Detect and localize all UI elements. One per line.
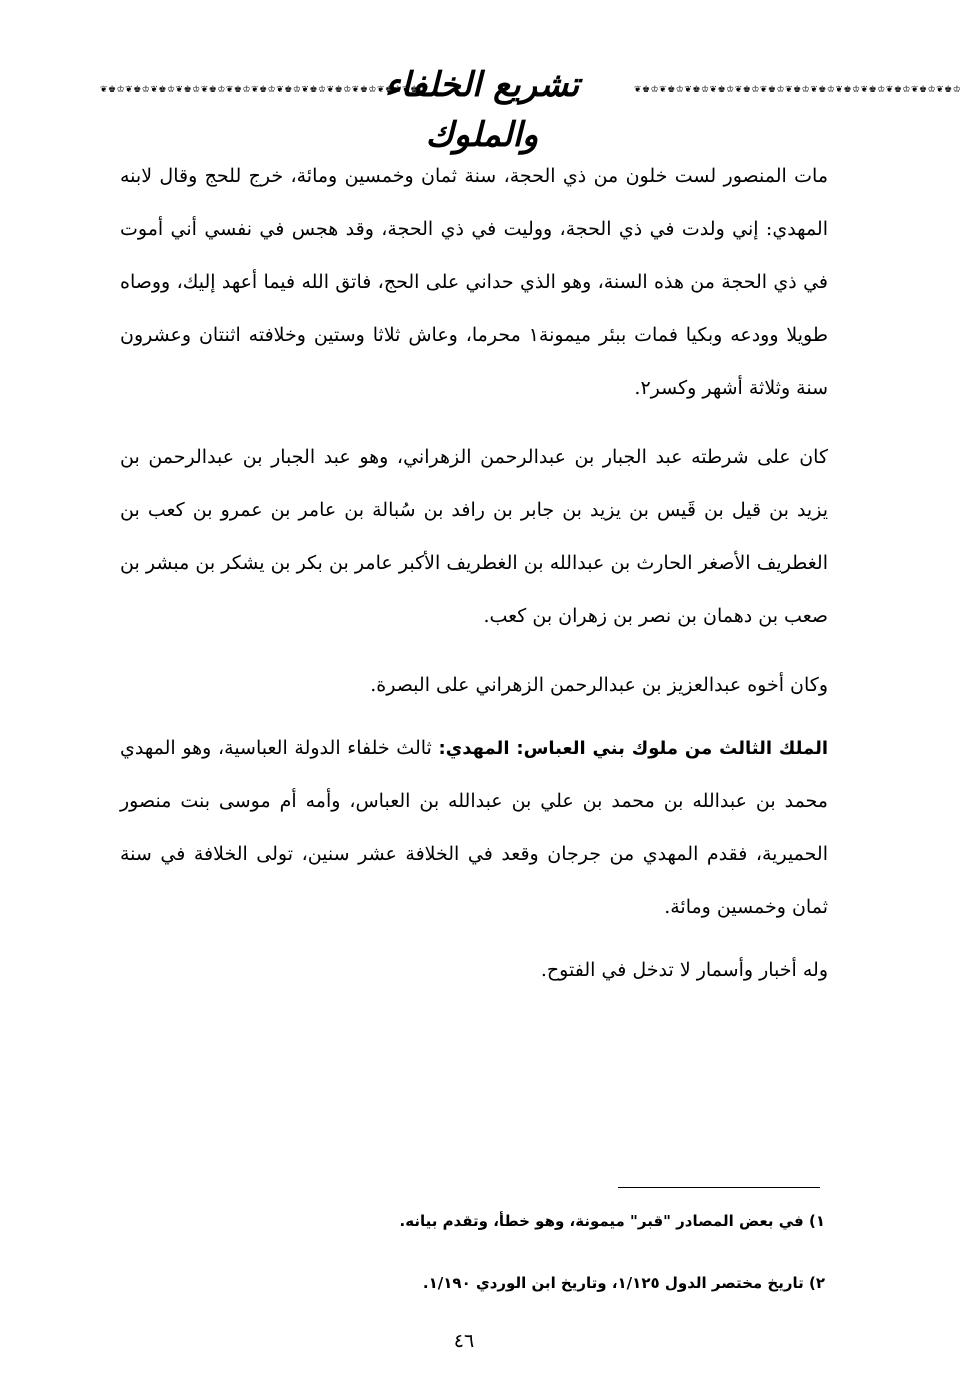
page-number: ٤٦ [453, 1330, 475, 1352]
paragraph-closing: وله أخبار وأسمار لا تدخل في الفتوح. [540, 959, 828, 981]
paragraph-brother: وكان أخوه عبدالعزيز بن عبدالرحمن الزهراني على البصرة. [370, 674, 828, 696]
footnote-2: ٢) تاريخ مختصر الدول ١/١٢٥، وتاريخ ابن الوردي ١/١٩٠. [422, 1274, 825, 1292]
section-heading-mahdi: الملك الثالث من ملوك بني العباس: المهدي: [438, 738, 828, 759]
paragraph-mahdi [120, 722, 828, 934]
paragraph-mahdi-text: ثالث خلفاء الدولة العباسية، وهو المهدي محمد بن عبدالله بن محمد بن علي بن عبدالله بن العباس، وأمه أم موسى بنت منصور الحميرية، فقدم المهدي من جرجان وقعد في الخلافة عشر سنين، تولى الخلافة في سنة ثمان وخمسين ومائة. [120, 737, 828, 918]
header-ornament-right: ❦♚♔❦♚♔❦♚♔❦♚♔❦♚♔❦♚♔❦♚♔❦♚♔❦♚♔❦♚♔❦♚♔❦♚♔❦♚♔ [634, 85, 961, 95]
paragraph-mansur-death: مات المنصور لست خلون من ذي الحجة، سنة ثمان وخمسين ومائة، خرج للحج وقال لابنه المهدي: إني ولدت في ذي الحجة، ووليت في ذي الحجة، وقد هجس في نفسي أني أموت في ذي الحجة من هذه السنة، وهو الذي حداني على الحج، فاتق الله فيما أعهد إليك، ووصاه طويلا وودعه وبكيا فمات ببئر ميمونة١ محرما، وعاش ثلاثا وستين وخلافته اثنتان وعشرون سنة وثلاثة أشهر وكسر٢. [120, 165, 828, 399]
header-ornament-left: ❦♚♔❦♚♔❦♚♔❦♚♔❦♚♔❦♚♔❦♚♔❦♚♔❦♚♔❦♚♔❦♚♔❦♚♔❦♚♔ [100, 85, 428, 95]
paragraph-shurta: كان على شرطته عبد الجبار بن عبدالرحمن الزهراني، وهو عبد الجبار بن عبدالرحمن بن يزيد بن قيل بن قَيس بن يزيد بن جابر بن رافد بن سُبالة بن عامر بن عمرو بن كعب بن الغطريف الأصغر الحارث بن عبدالله بن الغطريف الأكبر عامر بن بكر بن يشكر بن مبشر بن صعب بن دهمان بن نصر بن زهران بن كعب. [120, 446, 828, 627]
footnotes [120, 1202, 825, 1326]
running-header [92, 58, 961, 155]
footnote-1: ١) في بعض المصادر "قبر" ميمونة، وهو خطأ، وتقدم بيانه. [399, 1212, 825, 1230]
header-title: تشريع الخلفاء والملوك [384, 65, 580, 155]
page-body [120, 150, 828, 1013]
footnote-divider [618, 1187, 820, 1188]
